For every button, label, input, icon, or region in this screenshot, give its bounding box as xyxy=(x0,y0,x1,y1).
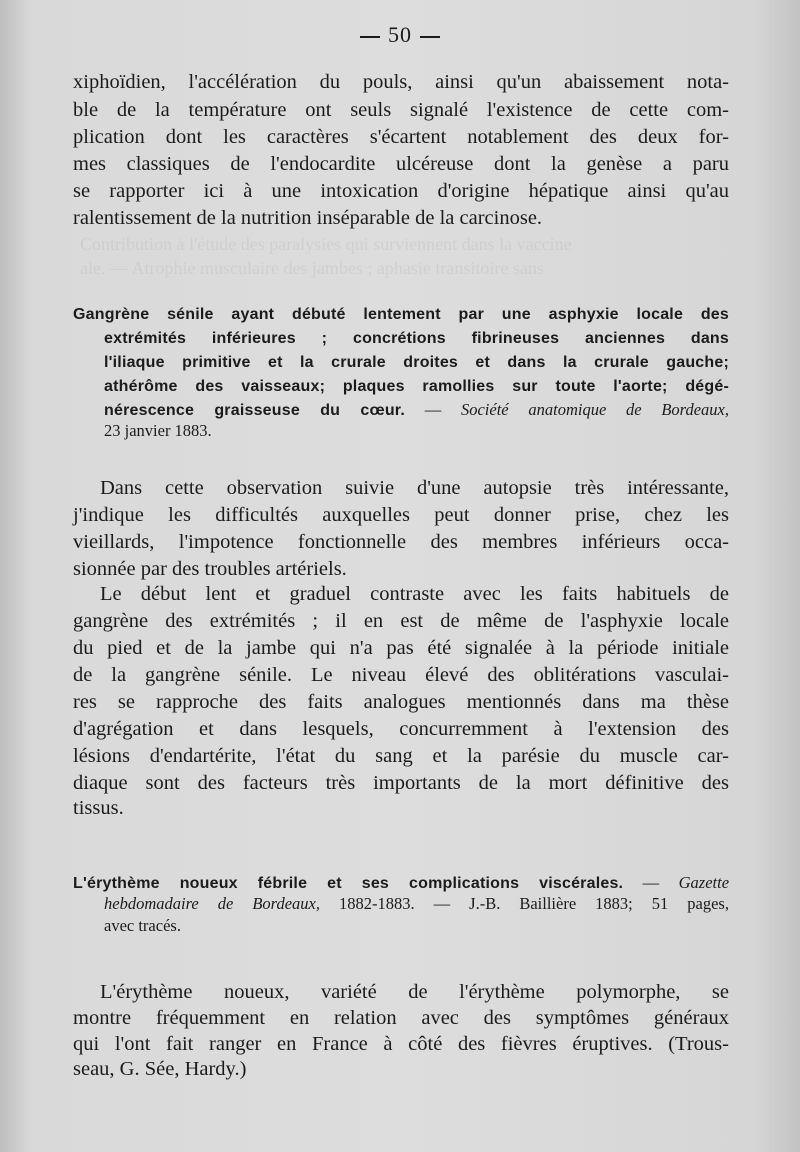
paragraph-line: ralentissement de la nutrition inséparable de la carcinose. xyxy=(73,207,543,229)
paragraph-line: plication dont les caractères s'écartent notablement des deux for- xyxy=(73,126,729,148)
entry-heading-line: athérôme des vaisseaux; plaques ramollies sur toute l'aorte; dégé- xyxy=(104,378,729,395)
source-name: Société anatomique de Bordeaux, xyxy=(460,400,730,419)
paragraph-line: lésions d'endartérite, l'état du sang et la parésie du muscle car- xyxy=(73,745,729,767)
heading-dash: — xyxy=(623,873,679,892)
paragraph-line: tissus. xyxy=(73,797,124,819)
paragraph-line: L'érythème noueux, variété de l'érythème polymorphe, se xyxy=(100,981,729,1003)
paragraph-line: gangrène des extrémités ; il en est de même de l'asphyxie locale xyxy=(73,610,729,632)
page-number: 50 xyxy=(0,22,800,48)
journal-name-start: Gazette xyxy=(678,873,730,892)
right-dash xyxy=(420,36,440,38)
paragraph-line: du pied et de la jambe qui n'a pas été signalée à la période initiale xyxy=(73,637,729,659)
journal-name-end: hebdomadaire de Bordeaux, xyxy=(104,894,320,913)
paragraph-line: d'agrégation et dans lesquels, concurremment à l'extension des xyxy=(73,718,729,740)
publication-details: 1882-1883. — J.-B. Baillière 1883; 51 pages, xyxy=(319,894,729,913)
paragraph-line: sionnée par des troubles artériels. xyxy=(73,558,347,580)
entry-date: 23 janvier 1883. xyxy=(104,421,212,440)
paragraph-line: montre fréquemment en relation avec des symptômes généraux xyxy=(73,1007,729,1029)
publication-line-end: avec tracés. xyxy=(104,916,181,935)
paragraph-line: vieillards, l'impotence fonctionnelle des membres inférieurs occa- xyxy=(73,531,729,553)
paragraph-line: Dans cette observation suivie d'une autopsie très intéressante, xyxy=(100,477,729,499)
entry-heading: L'érythème noueux fébrile et ses complications viscérales. xyxy=(73,875,624,892)
paragraph-line: qui l'ont fait ranger en France à côté des fièvres éruptives. (Trous- xyxy=(73,1033,729,1055)
paragraph-line: j'indique les difficultés auxquelles peut donner prise, chez les xyxy=(73,504,729,526)
entry-heading-line: Gangrène sénile ayant débuté lentement par une asphyxie locale des xyxy=(73,306,729,323)
show-through-text: Contribution à l'étude des paralysies qui surviennent dans la vaccine xyxy=(80,234,572,254)
entry-heading-end: nérescence graisseuse du cœur. xyxy=(104,402,405,419)
paragraph-line: se rapporter ici à une intoxication d'origine hépatique ainsi qu'au xyxy=(73,180,729,202)
paragraph-line: mes classiques de l'endocardite ulcéreuse dont la genèse a paru xyxy=(73,153,729,175)
show-through-text: ale. — Atrophie musculaire des jambes ; aphasie transitoire sans xyxy=(80,258,544,278)
paragraph-line: ble de la température ont seuls signalé l'existence de cette com- xyxy=(73,99,729,121)
paragraph-line: de la gangrène sénile. Le niveau élevé des oblitérations vasculai- xyxy=(73,664,729,686)
paragraph-line: Le début lent et graduel contraste avec les faits habituels de xyxy=(100,583,729,605)
paragraph-line: xiphoïdien, l'accélération du pouls, ainsi qu'un abaissement nota- xyxy=(73,71,729,93)
source-dash: — xyxy=(404,400,461,419)
publication-line xyxy=(104,892,729,916)
paragraph-line: diaque sont des facteurs très importants de la mort définitive des xyxy=(73,772,729,794)
left-dash xyxy=(360,36,380,38)
paragraph-line: seau, G. Sée, Hardy.) xyxy=(73,1058,247,1080)
paragraph-line: res se rapproche des faits analogues mentionnés dans ma thèse xyxy=(73,691,729,713)
entry-heading-line: l'iliaque primitive et la crurale droites et dans la crurale gauche; xyxy=(104,354,729,371)
entry-heading-line: extrémités inférieures ; concrétions fibrineuses anciennes dans xyxy=(104,330,729,347)
